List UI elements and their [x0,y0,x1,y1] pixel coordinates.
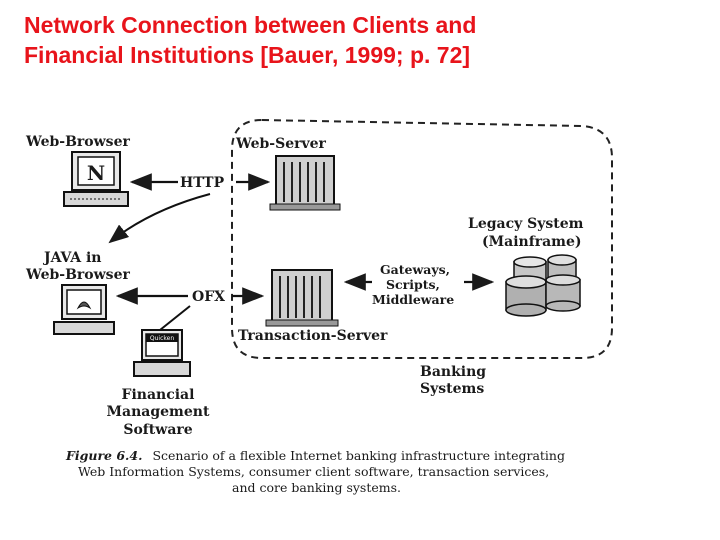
web-server-rack-icon [270,156,340,210]
legacy-system-label-line-2: (Mainframe) [482,234,582,250]
transaction-server-label: Transaction-Server [238,328,388,344]
netscape-logo-icon: N [86,161,106,185]
ofx-label: OFX [192,289,225,305]
fms-label-line-1: Financial [121,387,195,403]
title-line-1: Network Connection between Clients and [24,12,477,38]
banking-systems-label-line-2: Systems [420,381,485,397]
java-label-line-2: Web-Browser [26,267,130,283]
figure-caption-line-3: and core banking systems. [232,480,402,495]
gateways-label-line-1: Gateways, [380,262,451,277]
mainframe-database-icon [506,255,580,316]
fms-label-line-3: Software [123,422,193,438]
figure-caption-line-2: Web Information Systems, consumer client software, transaction services, [78,464,550,479]
figure-caption-line-1 [65,448,565,463]
caption-line-1-text: Scenario of a flexible Internet banking infrastructure integrating [152,448,565,463]
java-label-line-1: JAVA in [44,250,102,266]
quicken-label: Quicken [149,335,175,342]
web-browser-label: Web-Browser [26,134,130,150]
banking-systems-label-line-1: Banking [420,364,487,380]
ofx-to-fms-line [160,306,190,330]
figure-number: Figure 6.4. [66,448,143,463]
web-server-label: Web-Server [236,136,326,152]
gateways-label-line-2: Scripts, [386,277,440,292]
java-browser-computer-icon [54,285,114,334]
http-label: HTTP [180,175,225,191]
gateways-label-line-3: Middleware [372,292,455,307]
transaction-server-rack-icon [266,270,338,326]
title-line-2: Financial Institutions [Bauer, 1999; p. 72] [24,42,471,68]
fms-label-line-2: Management [106,404,210,420]
legacy-system-label-line-1: Legacy System [468,216,584,232]
